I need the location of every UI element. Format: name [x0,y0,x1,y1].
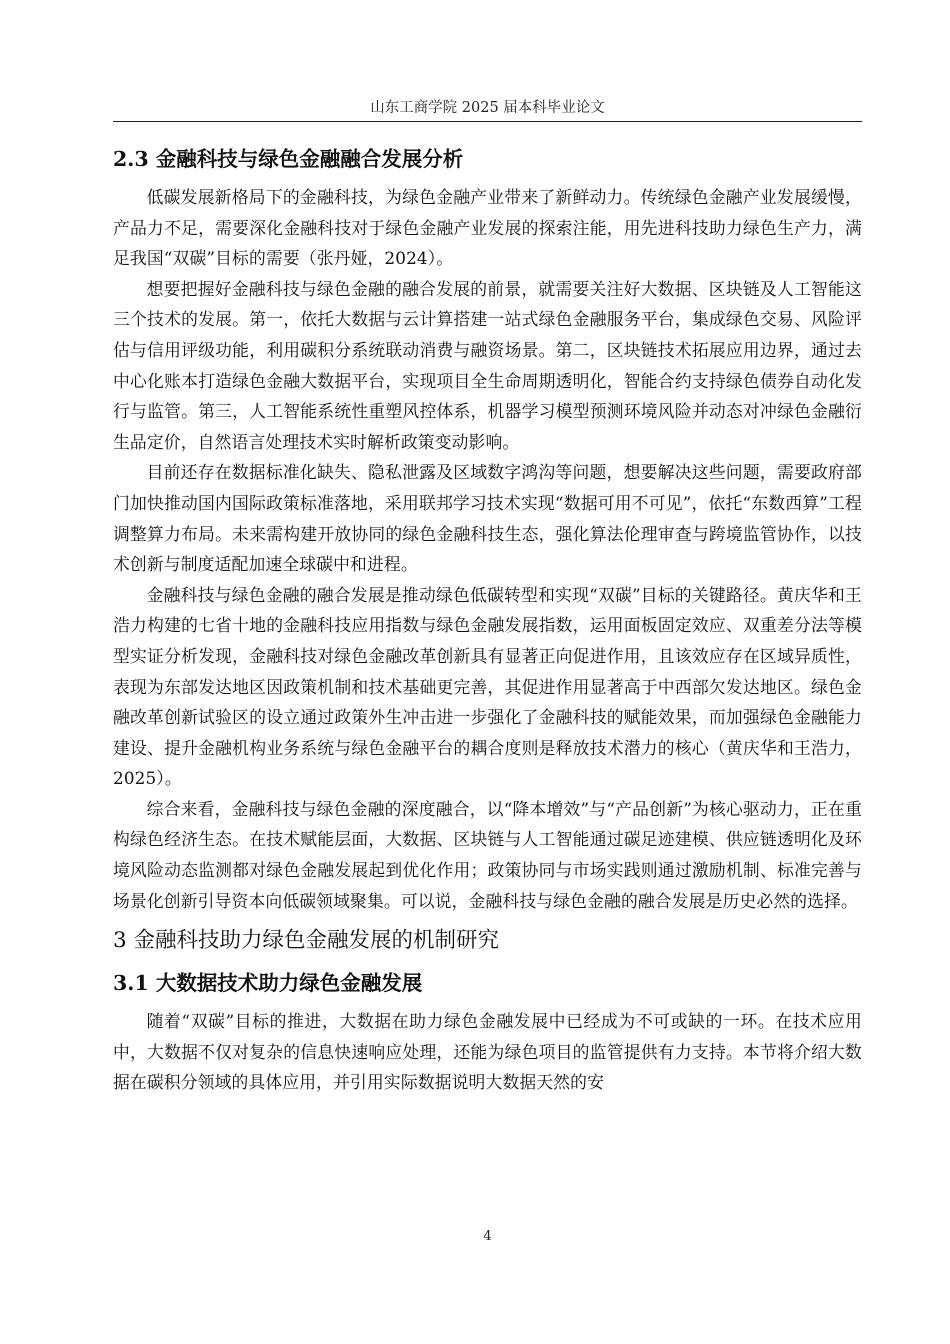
page-body [113,140,862,1098]
running-header: 山东工商学院 2025 届本科毕业论文 [370,100,605,116]
header-rule [113,121,862,122]
paragraph-6: 随着“双碳”目标的推进，大数据在助力绿色金融发展中已经成为不可或缺的一环。在技术应用中，大数据不仅对复杂的信息快速响应处理，还能为绿色项目的监管提供有力支持。本节将介绍大数据在碳积分领域的具体应用，并引用实际数据说明大数据天然的安 [113,1011,862,1093]
paragraph-2: 想要把握好金融科技与绿色金融的融合发展的前景，就需要关注好大数据、区块链及人工智能这三个技术的发展。第一，依托大数据与云计算搭建一站式绿色金融服务平台，集成绿色交易、风险评估与信用评级功能，利用碳积分系统联动消费与融资场景。第二，区块链技术拓展应用边界，通过去中心化账本打造绿色金融大数据平台，实现项目全生命周期透明化，智能合约支持绿色债券自动化发行与监管。第三，人工智能系统性重塑风控体系，机器学习模型预测环境风险并动态对冲绿色金融衍生品定价，自然语言处理技术实时解析政策变动影响。 [113,278,862,452]
chapter-heading-3: 3 金融科技助力绿色金融发展的机制研究 [113,928,500,954]
paragraph-3: 目前还存在数据标准化缺失、隐私泄露及区域数字鸿沟等问题，想要解决这些问题，需要政府部门加快推动国内国际政策标准落地，采用联邦学习技术实现“数据可用不可见”，依托“东数西算”工程调整算力布局。未来需构建开放协同的绿色金融科技生态，强化算法伦理审查与跨境监管协作，以技术创新与制度适配加速全球碳中和进程。 [113,462,862,575]
section-heading-3-1: 3.1 大数据技术助力绿色金融发展 [113,971,423,996]
page-number: 4 [483,1229,492,1244]
paragraph-5: 综合来看，金融科技与绿色金融的深度融合，以“降本增效”与“产品创新”为核心驱动力，正在重构绿色经济生态。在技术赋能层面，大数据、区块链与人工智能通过碳足迹建模、供应链透明化及环境风险动态监测都对绿色金融发展起到优化作用；政策协同与市场实践则通过激励机制、标准完善与场景化创新引导资本向低碳领域聚集。可以说，金融科技与绿色金融的融合发展是历史必然的选择。 [113,798,862,911]
paragraph-1: 低碳发展新格局下的金融科技，为绿色金融产业带来了新鲜动力。传统绿色金融产业发展缓慢，产品力不足，需要深化金融科技对于绿色金融产业发展的探索注能，用先进科技助力绿色生产力，满足我国“双碳”目标的需要（张丹娅，2024）。 [113,187,862,269]
paragraph-4: 金融科技与绿色金融的融合发展是推动绿色低碳转型和实现“双碳”目标的关键路径。黄庆华和王浩力构建的七省十地的金融科技应用指数与绿色金融发展指数，运用面板固定效应、双重差分法等模型实证分析发现，金融科技对绿色金融改革创新具有显著正向促进作用，且该效应存在区域异质性，表现为东部发达地区因政策机制和技术基础更完善，其促进作用显著高于中西部欠发达地区。绿色金融改革创新试验区的设立通过政策外生冲击进一步强化了金融科技的赋能效果，而加强绿色金融能力建设、提升金融机构业务系统与绿色金融平台的耦合度则是释放技术潜力的核心（黄庆华和王浩力，2025）。 [113,584,862,789]
section-heading-2-3: 2.3 金融科技与绿色金融融合发展分析 [113,147,464,171]
